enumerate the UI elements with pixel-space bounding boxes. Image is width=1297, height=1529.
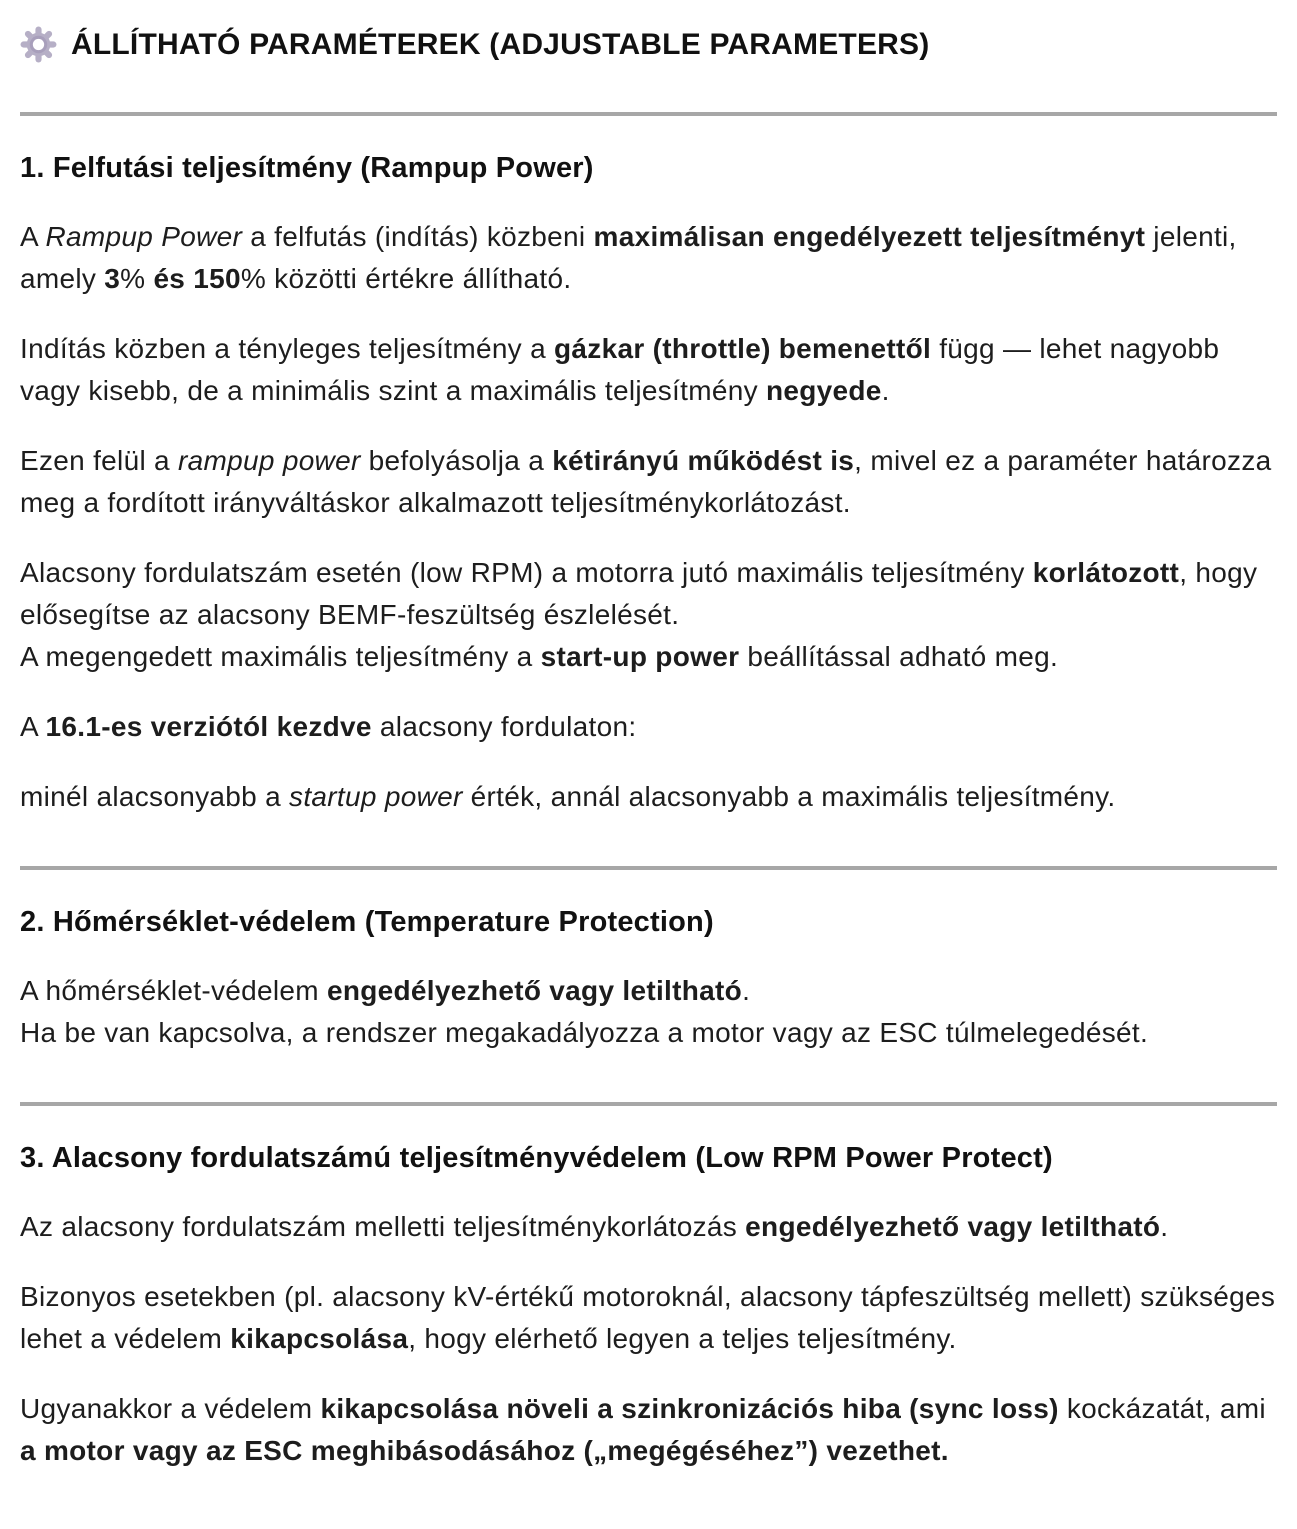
paragraph: Bizonyos esetekben (pl. alacsony kV-értékű motoroknál, alacsony tápfeszültség mellett) szükséges lehet a védelem kikapcsolása, hogy elérhető legyen a teljes teljesítmény. — [20, 1281, 1276, 1355]
paragraph: A Rampup Power a felfutás (indítás) közbeni maximálisan engedélyezett teljesítményt jelenti, amely 3% és 150% közötti értékre állítható. — [20, 220, 1237, 294]
section-temperature-protection — [20, 904, 1277, 1054]
section-heading-low-rpm-power-protect: 3. Alacsony fordulatszámú teljesítményvédelem (Low RPM Power Protect) — [20, 1142, 1053, 1174]
section-heading-temperature-protection: 2. Hőmérséklet-védelem (Temperature Protection) — [20, 905, 714, 938]
section-heading-rampup-power: 1. Felfutási teljesítmény (Rampup Power) — [20, 151, 594, 184]
paragraph: Ezen felül a rampup power befolyásolja a kétirányú működést is, mivel ez a paraméter határozza meg a fordított irányváltáskor alkalmazott teljesítménykorlátozást. — [20, 444, 1272, 518]
paragraph: A 16.1-es verziótól kezdve alacsony fordulaton: — [20, 710, 637, 742]
document-header — [20, 26, 1277, 64]
section-divider — [20, 866, 1277, 870]
section-low-rpm-power-protect — [20, 1140, 1277, 1472]
paragraph: Alacsony fordulatszám esetén (low RPM) a motorra jutó maximális teljesítmény korlátozott, hogy elősegítse az alacsony BEMF-feszültség észlelését. A megengedett maximális teljesítmény a start-up power beállítással adható meg. — [20, 556, 1258, 672]
document-page — [20, 26, 1277, 1472]
paragraph: A hőmérséklet-védelem engedélyezhető vagy letiltható. Ha be van kapcsolva, a rendszer megakadályozza a motor vagy az ESC túlmelegedését. — [20, 975, 1149, 1048]
page-title: ÁLLÍTHATÓ PARAMÉTEREK (ADJUSTABLE PARAMETERS) — [71, 28, 930, 61]
paragraph: Indítás közben a tényleges teljesítmény a gázkar (throttle) bemenettől függ — lehet nagyobb vagy kisebb, de a minimális szint a maximális teljesítmény negyede. — [20, 332, 1220, 406]
section-divider — [20, 1102, 1277, 1106]
gear-icon — [20, 26, 57, 63]
paragraph: Az alacsony fordulatszám melletti teljesítménykorlátozás engedélyezhető vagy letiltható. — [20, 1211, 1169, 1243]
paragraph: minél alacsonyabb a startup power érték, annál alacsonyabb a maximális teljesítmény. — [20, 780, 1116, 812]
section-rampup-power — [20, 150, 1277, 818]
paragraph: Ugyanakkor a védelem kikapcsolása növeli a szinkronizációs hiba (sync loss) kockázatát, ami a motor vagy az ESC meghibásodásához („megégéséhez”) vezethet. — [20, 1393, 1266, 1467]
section-divider — [20, 112, 1277, 116]
